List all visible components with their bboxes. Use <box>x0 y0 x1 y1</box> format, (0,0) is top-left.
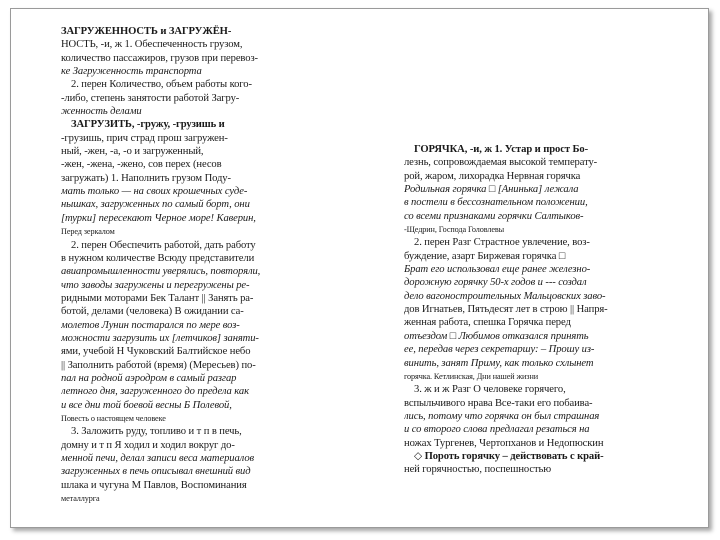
entry-line: 2. перен Количество, объем работы кого- <box>71 79 252 91</box>
entry-line: мать только — на своих крошечных суде- <box>61 186 248 198</box>
entry-idiom-line: ◇ Пороть горячку – действовать с край- <box>414 450 604 462</box>
entry-line: НОСТЬ, -и, ж 1. Обеспеченность грузом, <box>61 39 243 51</box>
entry-line: [турки] пересекают Черное море! Каверин, <box>61 212 256 224</box>
entry-line: ее, передав через секретаршу: – Прошу из- <box>404 344 595 356</box>
entry-line: винить, занят Приму, как только схлынет <box>404 357 594 369</box>
entry-line: ней горячностью, поспешностью <box>404 464 552 476</box>
entry-line: в нужном количестве Всюду представители <box>61 252 255 264</box>
entry-line: загруженных в печь описывал внешний вид <box>61 466 251 478</box>
entry-line: можности загрузить их [летчиков] заняти- <box>61 332 259 344</box>
entry-line: Повесть о настоящем человеке <box>61 413 166 423</box>
entry-line: авиапромышленности уверялись, повторяли, <box>61 266 261 278</box>
entry-line: Родильная горячка □ [Анинька] лежала <box>404 184 579 196</box>
entry-line: и все дни той боевой весны Б Полевой, <box>61 399 232 411</box>
entry-headword-line: ЗАГРУЗИТЬ, -гружу, -грузишь и <box>71 119 225 131</box>
entry-line: ке Загруженность транспорта <box>61 66 202 78</box>
entry-line: со всеми признаками горячки Салтыков- <box>404 210 584 222</box>
entry-headword-line: ГОРЯЧКА, -и, ж 1. Устар и прост Бо- <box>414 144 588 155</box>
entry-line: ридными моторами Бек Талант || Занять ра- <box>61 292 254 304</box>
entry-line: рой, жаром, лихорадка Нервная горячка <box>404 170 581 182</box>
entry-line: 3. ж и ж Разг О человеке горячего, <box>414 384 566 396</box>
entry-line: металлурга <box>61 494 100 504</box>
entry-line: лезнь, сопровождаемая высокой температу- <box>404 157 598 169</box>
entry-line: ботой, делами (человека) В ожидании са- <box>61 306 244 318</box>
entry-line: женность делами <box>61 106 142 118</box>
entry-line: -грузишь, прич страд прош загружен- <box>61 132 228 144</box>
entry-line: женная работа, спешка Горячка перед <box>404 317 571 329</box>
entry-line: дов Игнатьев, Пятьдесят лет в строю || Напря- <box>404 304 608 316</box>
entry-line: Брат его использовал еще ранее железно- <box>404 264 591 276</box>
entry-line: лись, потому что горячка он был страшная <box>404 410 600 422</box>
entry-line: отъездом □ Любимов отказался принять <box>404 330 589 342</box>
entry-line: загружать) 1. Наполнить грузом Поду- <box>61 172 231 184</box>
entry-line: нышках, загруженных по самый борт, они <box>61 199 250 211</box>
entry-line: 2. перен Разг Страстное увлечение, воз- <box>414 237 590 249</box>
entry-line: буждение, азарт Биржевая горячка □ <box>404 250 566 262</box>
page-frame <box>10 8 709 528</box>
entry-line: и со второго слова предлагал резаться на <box>404 424 590 436</box>
entry-line: -Щедрин, Господа Головлевы <box>404 225 505 235</box>
entry-line: в постели в бессознательном положении, <box>404 197 588 209</box>
entry-line: шлака и чугуна М Павлов, Воспоминания <box>61 479 247 491</box>
entry-line: 2. перен Обеспечить работой, дать работу <box>71 239 256 251</box>
entry-line: дорожную горячку 50-х годов и --- создал <box>404 277 587 289</box>
entry-line: вспыльчивого нрава Все-таки его побаива- <box>404 397 593 409</box>
entry-line: ный, -жен, -а, -о и загруженный, <box>61 146 204 158</box>
entry-line: ножах Тургенев, Чертопханов и Недопюскин <box>404 437 604 449</box>
right-column <box>404 143 674 477</box>
entry-line: -жен, -жена, -жено, сов перех (несов <box>61 159 222 171</box>
entry-line: летного дня, загруженного до предела как <box>61 386 249 398</box>
entry-line: количество пассажиров, грузов при перевоз- <box>61 52 258 64</box>
entry-line: Перед зеркалом <box>61 227 115 237</box>
entry-headword-line: ЗАГРУЖЕННОСТЬ и ЗАГРУЖЁН- <box>61 26 232 37</box>
entry-line: менной печи, делал записи веса материалов <box>61 453 255 464</box>
left-column <box>61 25 343 505</box>
entry-line: || Заполнить работой (время) (Мересьев) по- <box>61 359 256 371</box>
entry-line: пал на родной аэродром в самый разгар <box>61 372 237 384</box>
entry-line: молетов Лунин постарался по мере воз- <box>61 319 240 331</box>
entry-line: горячка. Кетлинская, Дни нашей жизни <box>404 371 539 381</box>
entry-line: 3. Заложить руду, топливо и т п в печь, <box>71 426 242 438</box>
entry-line: дело вагоностроительных Мальцовских заво- <box>404 290 606 302</box>
entry-line: -либо, степень занятости работой Загру- <box>61 92 240 104</box>
entry-line: что заводы загружены и перегружены ре- <box>61 279 250 291</box>
entry-line: ями, учебой Н Чуковский Балтийское небо <box>61 346 251 358</box>
entry-line: домну и т п Я ходил и ходил вокруг до- <box>61 439 235 451</box>
